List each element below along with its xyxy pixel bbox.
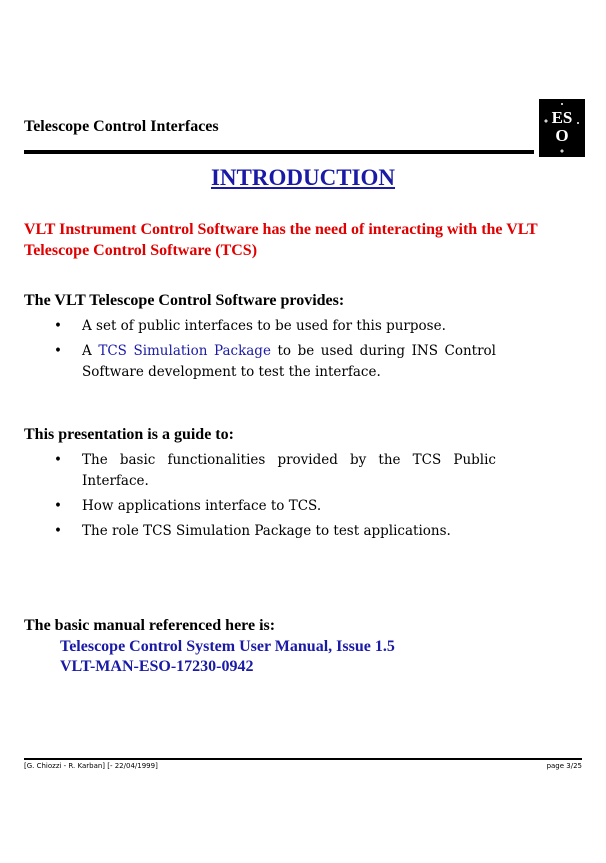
list-item-text: The role TCS Simulation Package to test applications.	[82, 523, 451, 539]
svg-text:ES: ES	[551, 108, 573, 127]
manual-id: VLT-MAN-ESO-17230-0942	[60, 658, 254, 675]
list-item	[54, 450, 496, 492]
bullet-icon: •	[54, 523, 62, 539]
eso-logo	[539, 99, 585, 157]
list-item-text: A set of public interfaces to be used for this purpose.	[82, 318, 446, 334]
manual-heading: The basic manual referenced here is:	[24, 617, 276, 634]
guide-list	[54, 450, 496, 546]
bullet-icon: •	[54, 318, 62, 334]
list-item	[54, 521, 496, 542]
slide-title: INTRODUCTION	[210, 165, 396, 190]
header-rule	[24, 150, 534, 154]
list-item-text: to be used during INS Control Software development to test the interface.	[82, 343, 496, 380]
bullet-icon: •	[54, 452, 62, 468]
bullet-icon: •	[54, 498, 62, 514]
tcs-simulation-link[interactable]: TCS Simulation Package	[98, 343, 271, 359]
page-number: page 3/25	[546, 762, 582, 770]
list-item-text: The basic functionalities provided by the TCS Public Interface.	[82, 452, 496, 489]
footer-authors: [G. Chiozzi - R. Karban] [- 22/04/1999]	[24, 762, 158, 770]
manual-title: Telescope Control System User Manual, Issue 1.5	[60, 638, 395, 655]
list-item-prefix: A	[82, 343, 92, 359]
list-item	[54, 341, 496, 383]
list-item	[54, 316, 496, 337]
bullet-icon: •	[54, 343, 62, 359]
footer-rule	[24, 758, 582, 760]
provides-heading: The VLT Telescope Control Software provides:	[24, 292, 345, 309]
list-item	[54, 496, 496, 517]
guide-heading: This presentation is a guide to:	[24, 426, 234, 443]
svg-text:O: O	[555, 126, 569, 145]
header-title: Telescope Control Interfaces	[24, 118, 219, 135]
list-item-text: How applications interface to TCS.	[82, 498, 322, 514]
intro-text: VLT Instrument Control Software has the need of interacting with the VLT Telescope Control Software (TCS)	[24, 221, 538, 259]
provides-list	[54, 316, 496, 387]
